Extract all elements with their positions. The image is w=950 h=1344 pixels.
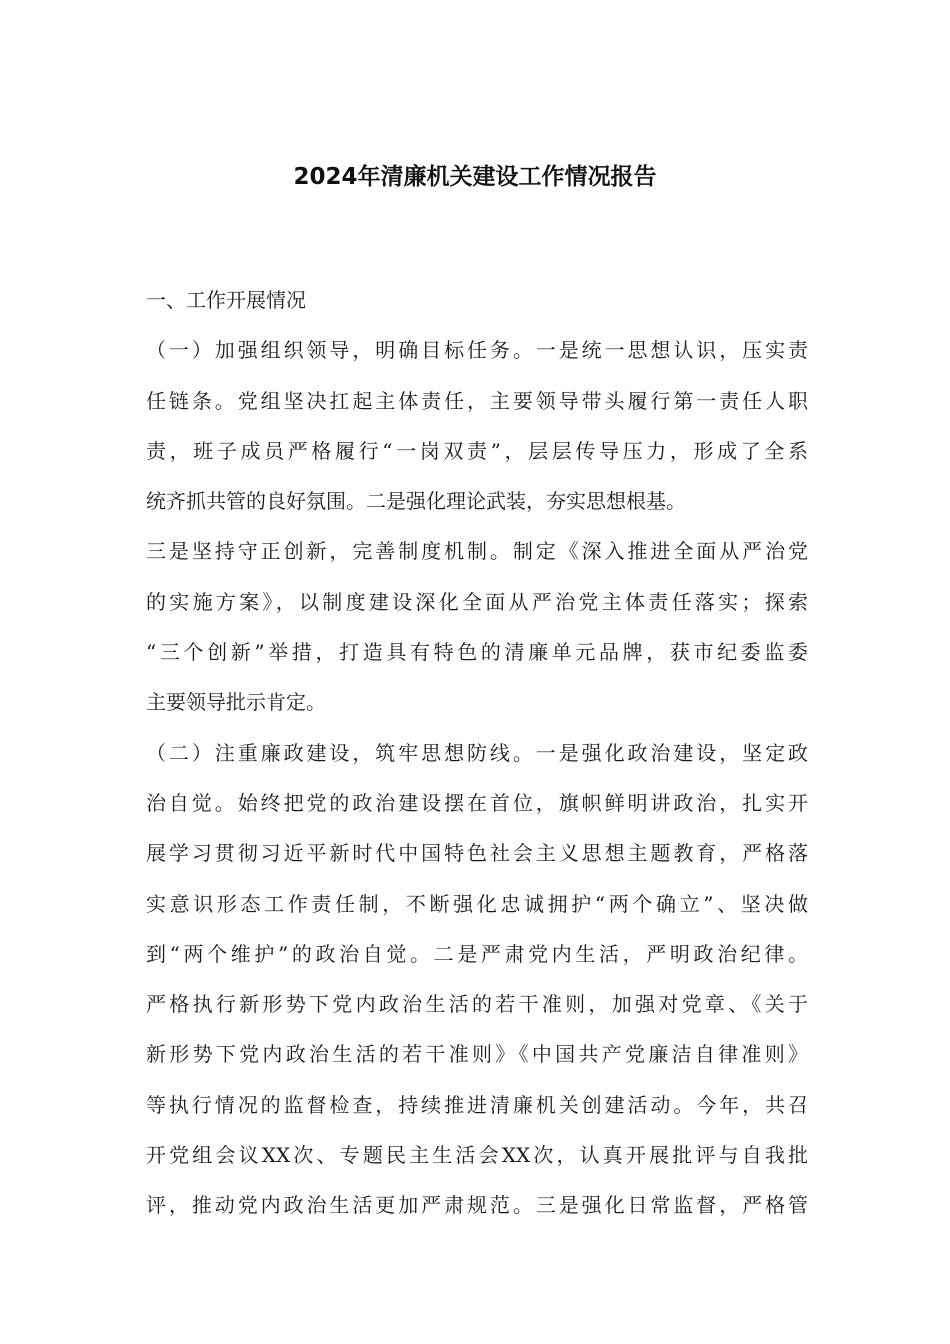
paragraph-line: 三是坚持守正创新，完善制度机制。制定《深入推进全面从严治党	[146, 539, 808, 564]
paragraph-line: 的实施方案》，以制度建设深化全面从严治党主体责任落实；探索	[146, 589, 808, 614]
paragraph-line: 评，推动党内政治生活更加严肃规范。三是强化日常监督，严格管	[146, 1193, 808, 1218]
paragraph-line: 治自觉。始终把党的政治建设摆在首位，旗帜鲜明讲政治，扎实开	[146, 790, 808, 815]
paragraph-line: 到“两个维护”的政治自觉。二是严肃党内生活，严明政治纪律。	[146, 941, 808, 966]
document-title: 2024年清廉机关建设工作情况报告	[293, 164, 657, 190]
paragraph-line: 严格执行新形势下党内政治生活的若干准则，加强对党章、《关于	[146, 992, 808, 1017]
paragraph-line: 主要领导批示肯定。	[146, 690, 326, 715]
section-heading: 一、工作开展情况	[146, 288, 306, 312]
paragraph-line: （二）注重廉政建设，筑牢思想防线。一是强化政治建设，坚定政	[146, 740, 808, 765]
document-body	[146, 283, 808, 1239]
paragraph-line: 任链条。党组坚决扛起主体责任，主要领导带头履行第一责任人职	[146, 388, 808, 413]
paragraph-line: 责，班子成员严格履行“一岗双责”，层层传导压力，形成了全系	[146, 438, 808, 463]
paragraph-line: 统齐抓共管的良好氛围。二是强化理论武装，夯实思想根基。	[146, 489, 686, 514]
paragraph-line: “三个创新”举措，打造具有特色的清廉单元品牌，获市纪委监委	[146, 640, 808, 665]
paragraph-line: 开党组会议XX次、专题民主生活会XX次，认真开展批评与自我批	[146, 1143, 808, 1168]
paragraph-line: （一）加强组织领导，明确目标任务。一是统一思想认识，压实责	[146, 338, 808, 363]
paragraph-line: 实意识形态工作责任制，不断强化忠诚拥护“两个确立”、坚决做	[146, 891, 808, 916]
paragraph-line: 新形势下党内政治生活的若干准则》《中国共产党廉洁自律准则》	[146, 1042, 808, 1067]
paragraph-line: 等执行情况的监督检查，持续推进清廉机关创建活动。今年，共召	[146, 1092, 808, 1117]
paragraph-line: 展学习贯彻习近平新时代中国特色社会主义思想主题教育，严格落	[146, 841, 808, 866]
